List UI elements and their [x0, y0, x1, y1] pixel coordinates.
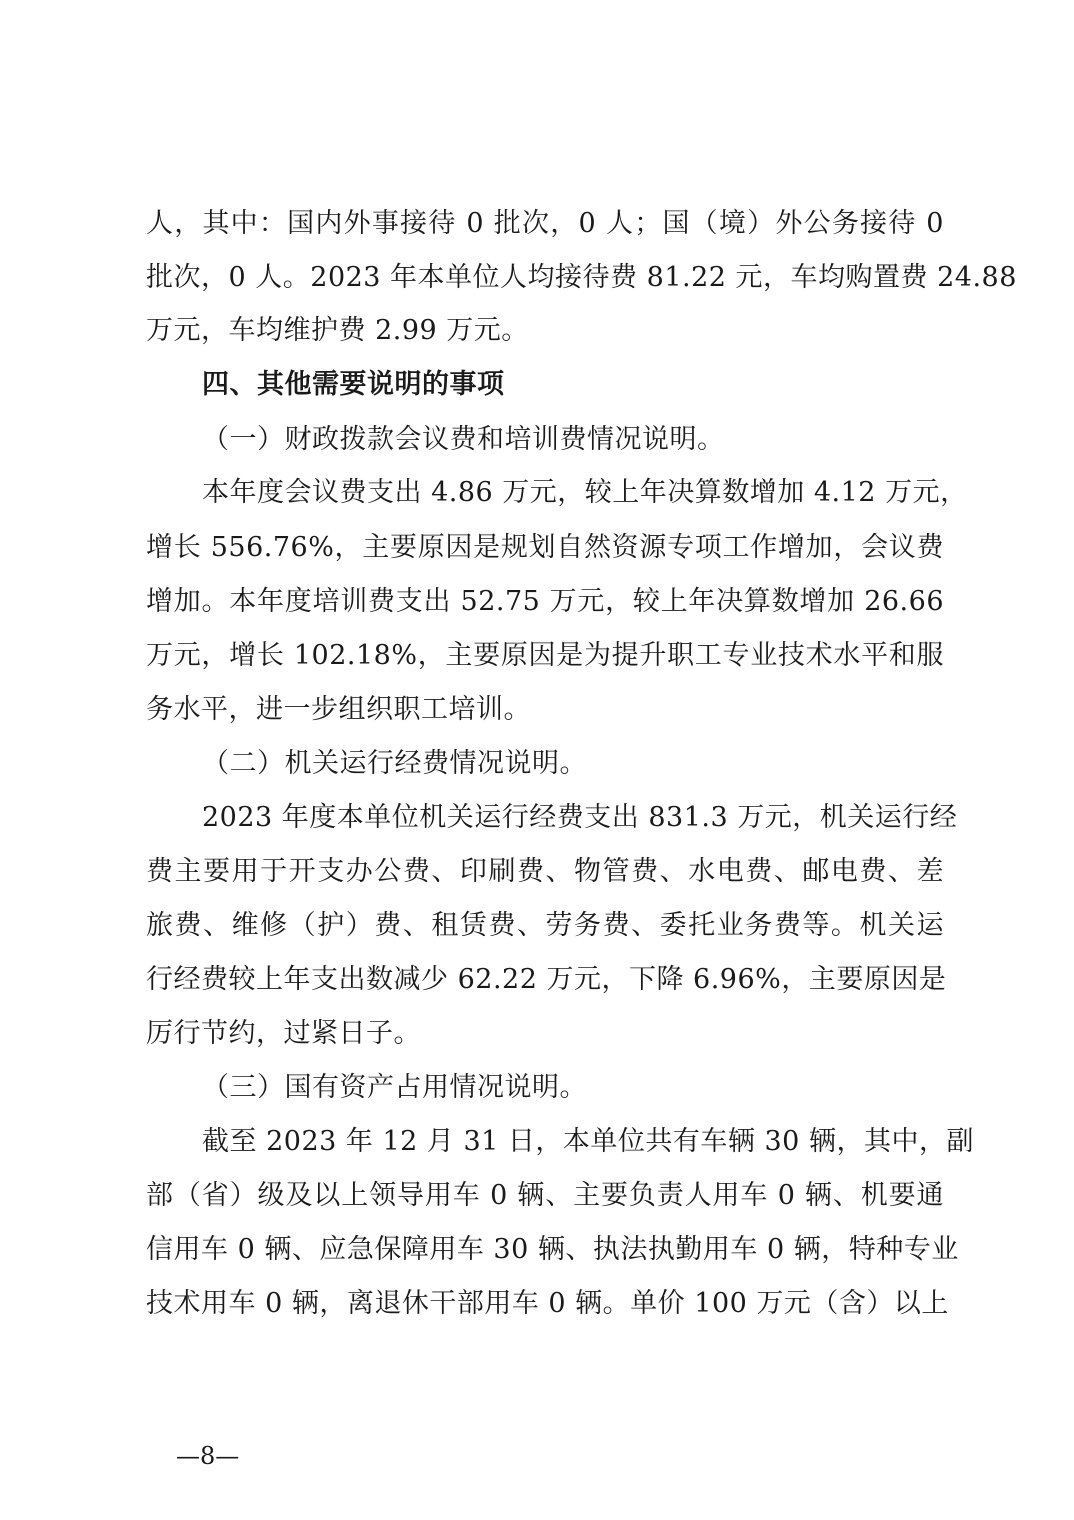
paragraph-line: 旅费、维修（护）费、租赁费、劳务费、委托业务费等。机关运 — [146, 910, 944, 941]
paragraph-line: 费主要用于开支办公费、印刷费、物管费、水电费、邮电费、差 — [146, 856, 944, 887]
paragraph-line: 信用车 0 辆、应急保障用车 30 辆、执法执勤用车 0 辆，特种专业 — [146, 1234, 959, 1265]
section-heading: 四、其他需要说明的事项 — [202, 369, 505, 400]
paragraph-line: 增加。本年度培训费支出 52.75 万元，较上年决算数增加 26.66 — [146, 586, 944, 617]
page-number: —8— — [176, 1442, 240, 1470]
paragraph-line: 增长 556.76%，主要原因是规划自然资源专项工作增加，会议费 — [146, 532, 944, 563]
paragraph-line: 厉行节约，过紧日子。 — [146, 1018, 421, 1049]
paragraph-line: 人，其中：国内外事接待 0 批次，0 人；国（境）外公务接待 0 — [146, 208, 944, 239]
paragraph-line: 技术用车 0 辆，离退休干部用车 0 辆。单价 100 万元（含）以上 — [146, 1288, 949, 1319]
paragraph-line: 本年度会议费支出 4.86 万元，较上年决算数增加 4.12 万元， — [202, 477, 968, 508]
paragraph-line: 万元，增长 102.18%，主要原因是为提升职工专业技术水平和服 — [146, 640, 944, 671]
subsection-heading: （二）机关运行经费情况说明。 — [202, 748, 587, 779]
paragraph-line: 截至 2023 年 12 月 31 日，本单位共有车辆 30 辆，其中，副 — [202, 1126, 974, 1157]
subsection-heading: （一）财政拨款会议费和培训费情况说明。 — [202, 424, 725, 455]
paragraph-line: 批次，0 人。2023 年本单位人均接待费 81.22 元，车均购置费 24.88 — [146, 262, 1017, 293]
subsection-heading: （三）国有资产占用情况说明。 — [202, 1072, 587, 1103]
paragraph-line: 行经费较上年支出数减少 62.22 万元，下降 6.96%，主要原因是 — [146, 964, 947, 995]
paragraph-line: 2023 年度本单位机关运行经费支出 831.3 万元，机关运行经 — [202, 802, 958, 833]
paragraph-line: 万元，车均维护费 2.99 万元。 — [146, 315, 529, 346]
paragraph-line: 部（省）级及以上领导用车 0 辆、主要负责人用车 0 辆、机要通 — [146, 1180, 944, 1211]
paragraph-line: 务水平，进一步组织职工培训。 — [146, 694, 531, 725]
